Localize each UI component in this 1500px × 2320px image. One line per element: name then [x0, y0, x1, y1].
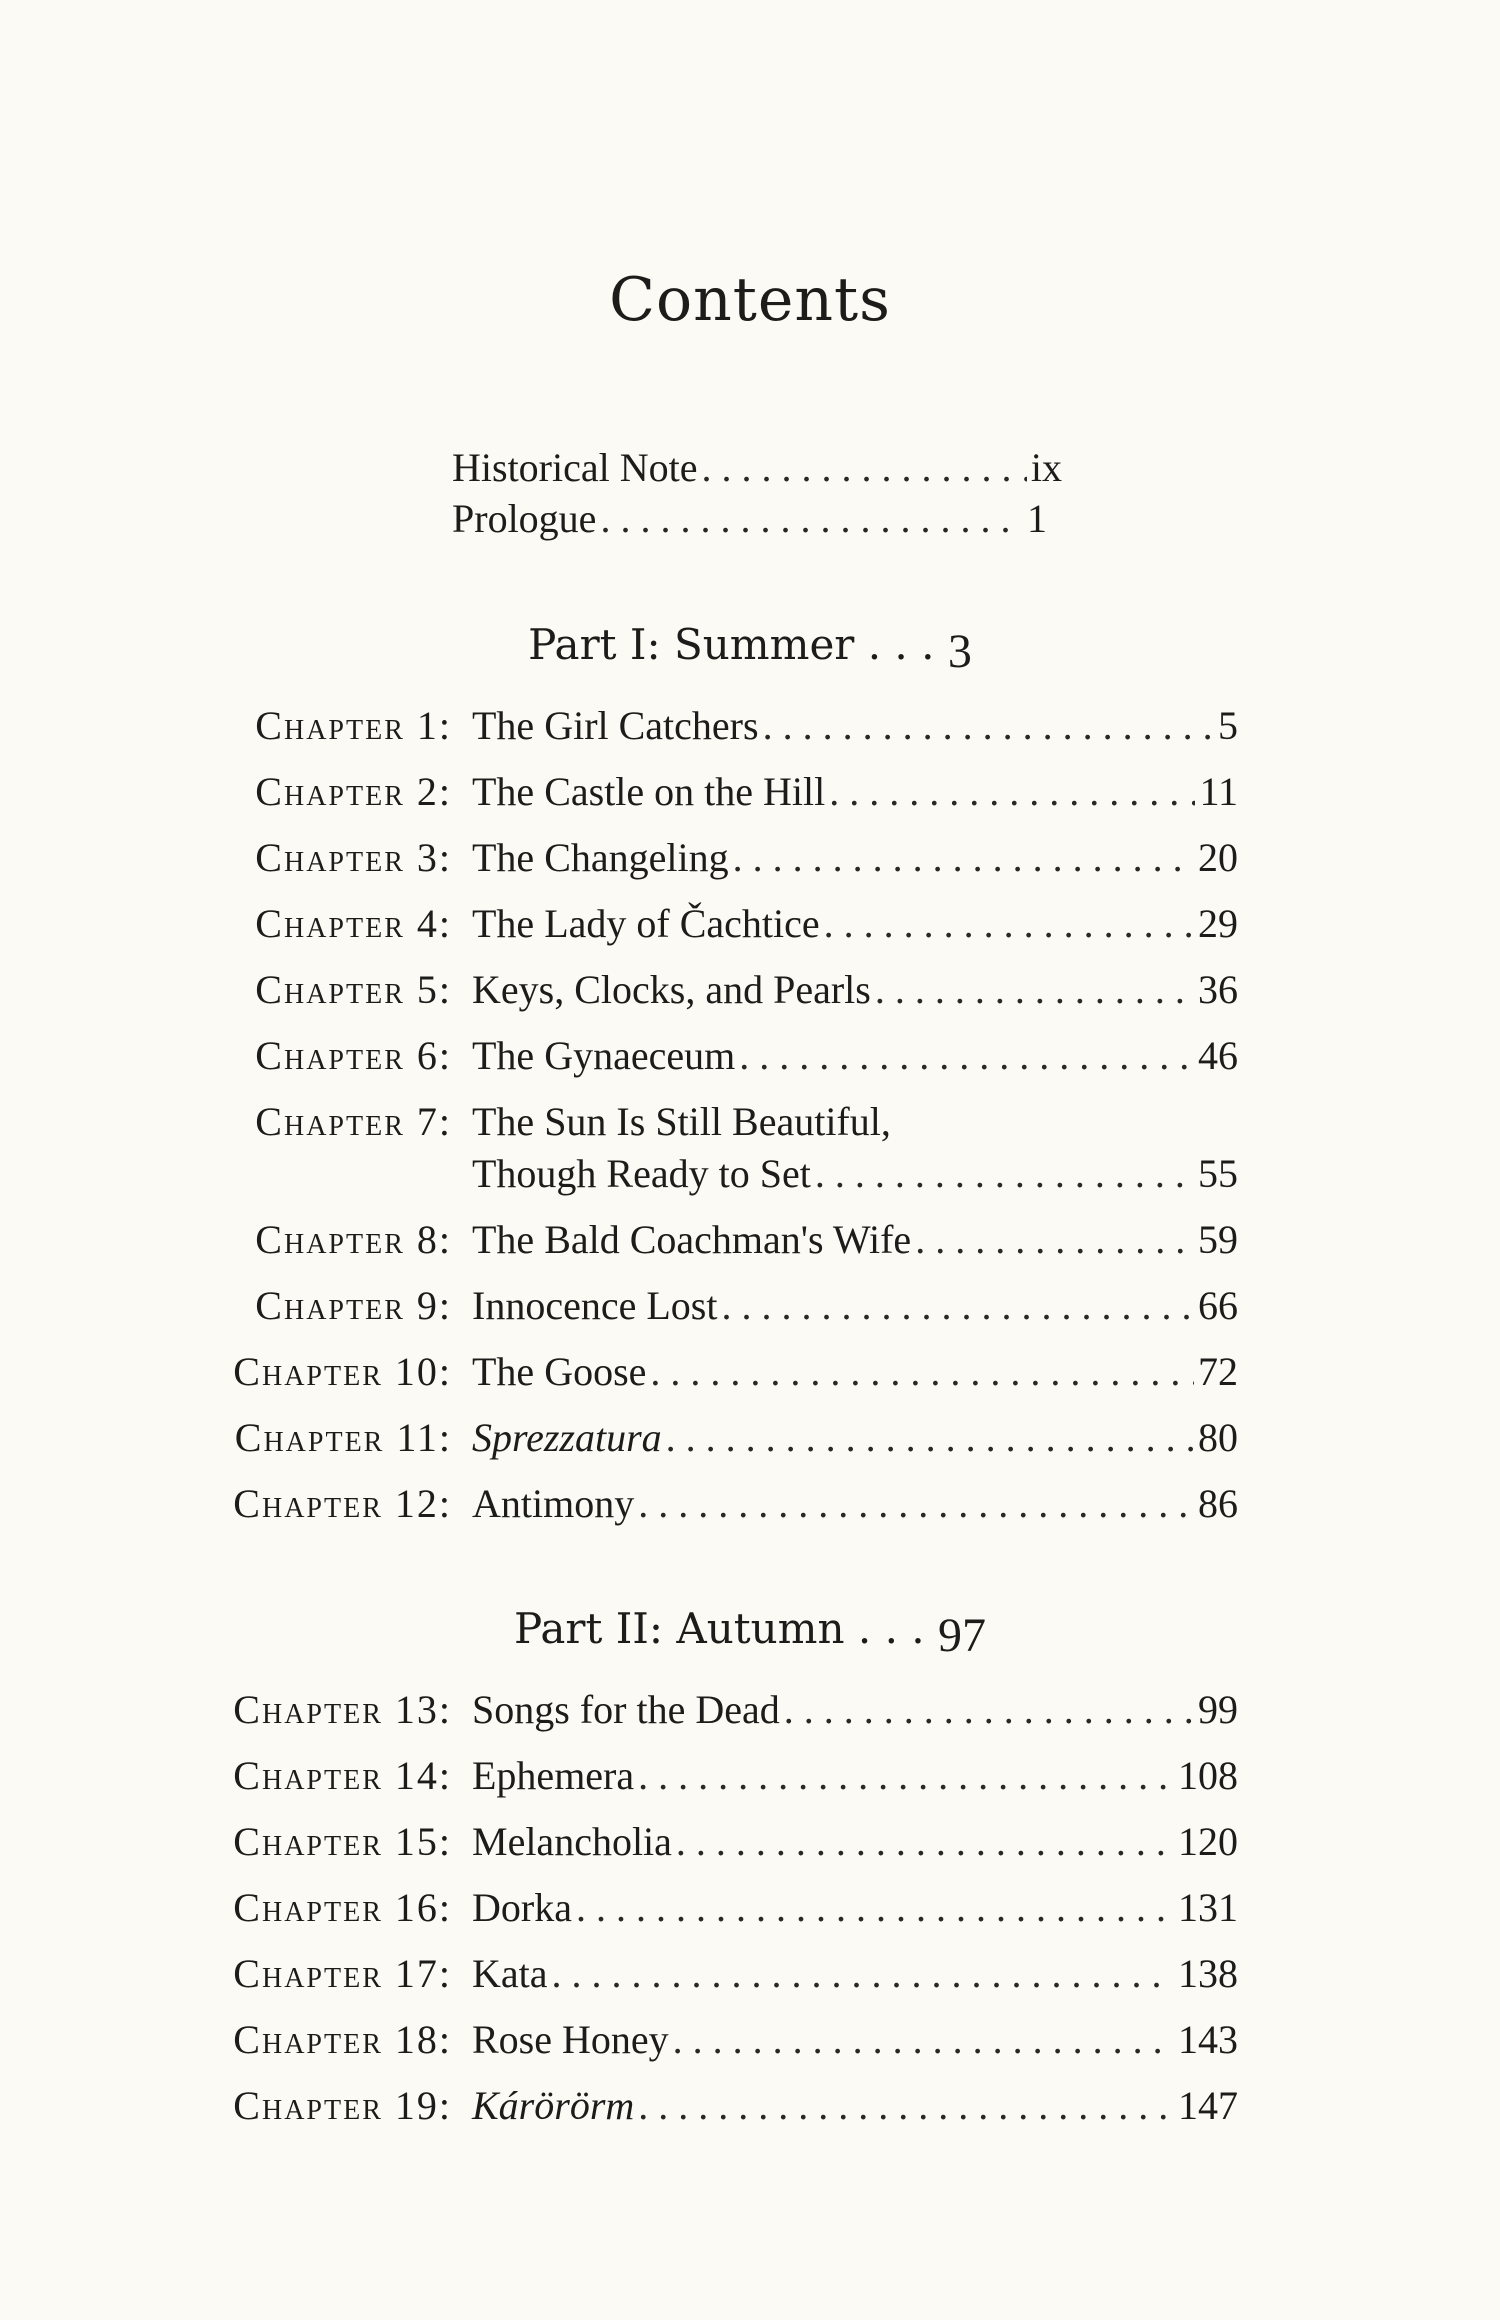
toc-entry-historical-note	[452, 445, 1062, 490]
entry-page-number: ix	[1030, 445, 1062, 490]
toc-entry-chapter-7	[190, 1099, 1238, 1144]
chapter-label: Chapter 12:	[233, 1481, 452, 1526]
entry-page-number: 72	[1198, 1349, 1238, 1394]
toc-entry-chapter-6	[190, 1033, 1238, 1078]
toc-entry-chapter-12	[190, 1481, 1238, 1526]
dot-leader	[676, 1822, 1174, 1862]
part-page-number: 97	[938, 1609, 987, 1662]
dot-leader	[666, 1418, 1194, 1458]
dot-leader	[784, 1690, 1194, 1730]
toc-entry-chapter-4	[190, 901, 1238, 946]
toc-entry-chapter-11	[190, 1415, 1238, 1460]
entry-title: Prologue	[452, 496, 597, 541]
part-title: Part II: Autumn . . .	[513, 1604, 925, 1653]
entry-page-number: 120	[1178, 1819, 1238, 1864]
entry-title: Innocence Lost	[472, 1283, 718, 1328]
entry-page-number: 143	[1178, 2017, 1238, 2062]
entry-page-number: 36	[1198, 967, 1238, 1012]
entry-page-number: 147	[1178, 2083, 1238, 2128]
dot-leader	[702, 448, 1027, 488]
toc-entry-prologue	[452, 496, 1047, 541]
chapter-label: Chapter 8:	[255, 1217, 452, 1262]
toc-entry-chapter-8	[190, 1217, 1238, 1262]
entry-title: Sprezzatura	[472, 1415, 662, 1460]
toc-entry-chapter-19	[190, 2083, 1238, 2128]
entry-page-number: 5	[1218, 703, 1238, 748]
entry-title: Ephemera	[472, 1753, 635, 1798]
chapter-label: Chapter 10:	[233, 1349, 452, 1394]
entry-title: Songs for the Dead	[472, 1687, 780, 1732]
toc-entry-chapter-1	[190, 703, 1238, 748]
dot-leader	[650, 1352, 1194, 1392]
entry-page-number: 66	[1198, 1283, 1238, 1328]
entry-page-number: 20	[1198, 835, 1238, 880]
entry-page-number: 1	[1027, 496, 1047, 541]
entry-title: The Lady of Čachtice	[472, 901, 820, 946]
part-page-number: 3	[947, 625, 972, 678]
dot-leader	[763, 706, 1214, 746]
entry-title: Antimony	[472, 1481, 635, 1526]
entry-page-number: 108	[1178, 1753, 1238, 1798]
entry-title: Rose Honey	[472, 2017, 669, 2062]
toc-entry-chapter-17	[190, 1951, 1238, 1996]
chapter-label: Chapter 5:	[255, 967, 452, 1012]
dot-leader	[673, 2020, 1174, 2060]
chapter-label: Chapter 15:	[233, 1819, 452, 1864]
entry-page-number: 138	[1178, 1951, 1238, 1996]
entry-title-continued: Though Ready to Set	[472, 1151, 811, 1196]
entry-title: Kárörörm	[472, 2083, 635, 2128]
entry-page-number: 86	[1198, 1481, 1238, 1526]
page-title: Contents	[609, 265, 891, 335]
toc-entry-chapter-13	[190, 1687, 1238, 1732]
part-heading-1	[0, 620, 1500, 678]
dot-leader	[638, 1484, 1194, 1524]
chapter-label: Chapter 9:	[255, 1283, 452, 1328]
toc-entry-chapter-14	[190, 1753, 1238, 1798]
chapter-label: Chapter 4:	[255, 901, 452, 946]
entry-page-number: 99	[1198, 1687, 1238, 1732]
entry-page-number: 80	[1198, 1415, 1238, 1460]
dot-leader	[638, 2086, 1174, 2126]
dot-leader	[829, 772, 1195, 812]
chapter-label: Chapter 14:	[233, 1753, 452, 1798]
toc-entry-chapter-15	[190, 1819, 1238, 1864]
toc-entry-chapter-9	[190, 1283, 1238, 1328]
chapter-label: Chapter 1:	[255, 703, 452, 748]
entry-title: Historical Note	[452, 445, 698, 490]
chapter-label: Chapter 16:	[233, 1885, 452, 1930]
entry-title: The Gynaeceum	[472, 1033, 736, 1078]
chapter-label: Chapter 11:	[234, 1415, 452, 1460]
entry-page-number: 59	[1198, 1217, 1238, 1262]
entry-title: Melancholia	[472, 1819, 672, 1864]
entry-title: The Changeling	[472, 835, 729, 880]
entry-title: The Goose	[472, 1349, 647, 1394]
chapter-label: Chapter 7:	[255, 1099, 452, 1144]
dot-leader	[576, 1888, 1174, 1928]
toc-entry-chapter-5	[190, 967, 1238, 1012]
entry-title: The Girl Catchers	[472, 703, 759, 748]
entry-title: Keys, Clocks, and Pearls	[472, 967, 871, 1012]
chapter-label: Chapter 2:	[255, 769, 452, 814]
dot-leader	[600, 499, 1023, 539]
chapter-label: Chapter 19:	[233, 2083, 452, 2128]
dot-leader	[638, 1756, 1174, 1796]
toc-entry-chapter-10	[190, 1349, 1238, 1394]
dot-leader	[739, 1036, 1194, 1076]
toc-entry-chapter-2	[190, 769, 1238, 814]
toc-entry-chapter-16	[190, 1885, 1238, 1930]
entry-page-number: 11	[1199, 769, 1238, 814]
entry-page-number: 29	[1198, 901, 1238, 946]
chapter-label: Chapter 18:	[233, 2017, 452, 2062]
entry-title: The Sun Is Still Beautiful,	[472, 1099, 891, 1144]
chapter-label: Chapter 13:	[233, 1687, 452, 1732]
part-title: Part I: Summer . . .	[528, 620, 935, 669]
toc-entry-chapter-7-continued	[190, 1151, 1238, 1196]
chapter-label: Chapter 17:	[233, 1951, 452, 1996]
entry-page-number: 46	[1198, 1033, 1238, 1078]
entry-title: The Castle on the Hill	[472, 769, 826, 814]
dot-leader	[915, 1220, 1194, 1260]
dot-leader	[552, 1954, 1174, 1994]
entry-title: The Bald Coachman's Wife	[472, 1217, 912, 1262]
entry-title: Dorka	[472, 1885, 572, 1930]
chapter-label: Chapter 3:	[255, 835, 452, 880]
dot-leader	[733, 838, 1194, 878]
dot-leader	[875, 970, 1194, 1010]
entry-page-number: 131	[1178, 1885, 1238, 1930]
dot-leader	[721, 1286, 1194, 1326]
toc-entry-chapter-18	[190, 2017, 1238, 2062]
part-heading-2	[0, 1604, 1500, 1662]
chapter-label: Chapter 6:	[255, 1033, 452, 1078]
toc-entry-chapter-3	[190, 835, 1238, 880]
entry-page-number: 55	[1198, 1151, 1238, 1196]
dot-leader	[824, 904, 1194, 944]
entry-title: Kata	[472, 1951, 548, 1996]
dot-leader	[815, 1154, 1194, 1194]
